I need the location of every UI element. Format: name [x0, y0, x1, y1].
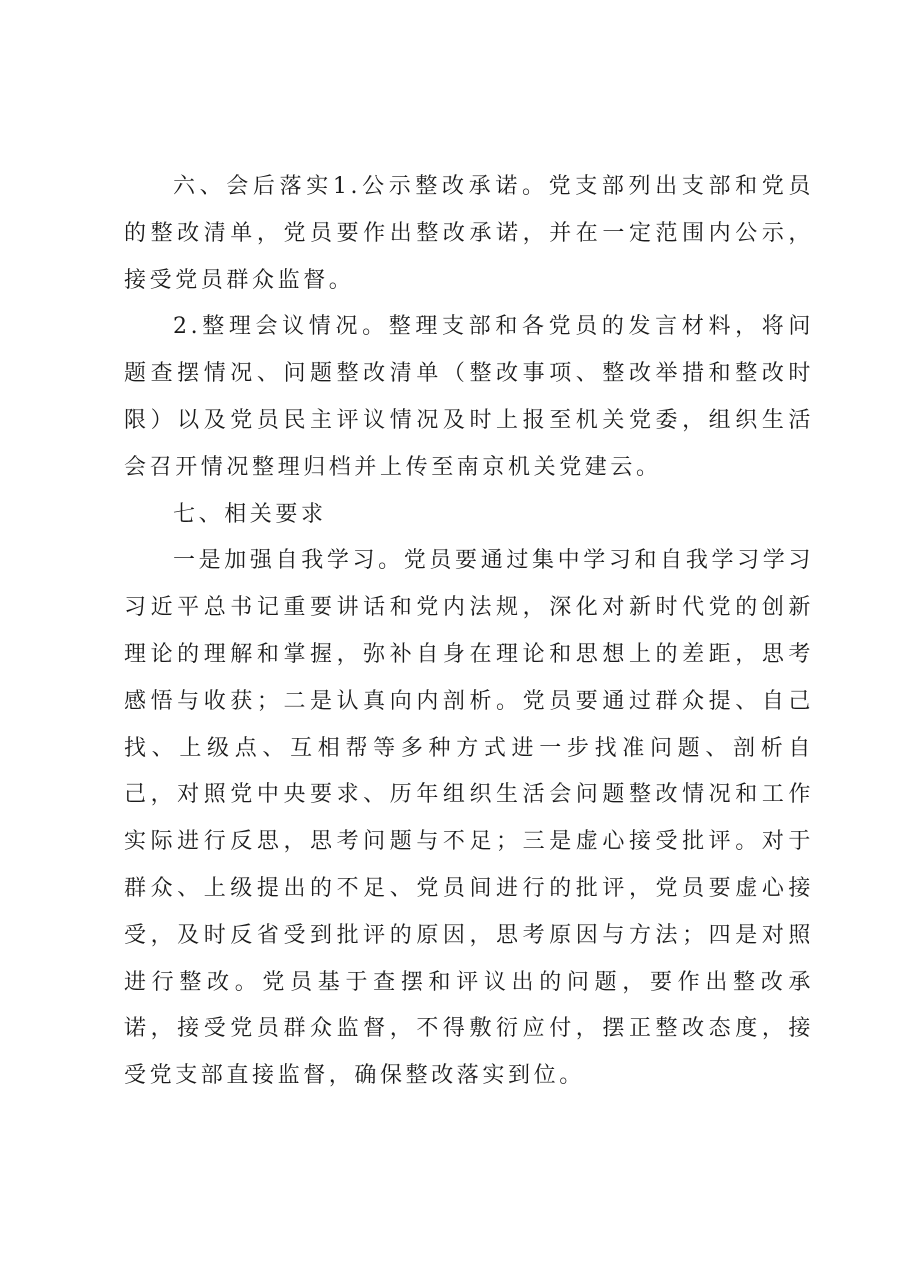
document-page: [124, 164, 814, 1100]
section-heading-requirements: 七、相关要求: [173, 501, 327, 527]
paragraph-post-meeting: 六、会后落实1.公示整改承诺。党支部列出支部和党员的整改清单，党员要作出整改承诺，并在一定范围内公示，接受党员群众监督。: [124, 174, 814, 293]
paragraph-organize-meeting: 2.整理会议情况。整理支部和各党员的发言材料，将问题查摆情况、问题整改清单（整改事项、整改举措和整改时限）以及党员民主评议情况及时上报至机关党委，组织生活会召开情况整理归档并上传至南京机关党建云。: [124, 314, 814, 480]
paragraph-requirements-body: 一是加强自我学习。党员要通过集中学习和自我学习学习习近平总书记重要讲话和党内法规，深化对新时代党的创新理论的理解和掌握，弥补自身在理论和思想上的差距，思考感悟与收获；二是认真向内剖析。党员要通过群众提、自己找、上级点、互相帮等多种方式进一步找准问题、剖析自己，对照党中央要求、历年组织生活会问题整改情况和工作实际进行反思，思考问题与不足；三是虚心接受批评。对于群众、上级提出的不足、党员间进行的批评，党员要虚心接受，及时反省受到批评的原因，思考原因与方法；四是对照进行整改。党员基于查摆和评议出的问题，要作出整改承诺，接受党员群众监督，不得敷衍应付，摆正整改态度，接受党支部直接监督，确保整改落实到位。: [124, 548, 814, 1089]
